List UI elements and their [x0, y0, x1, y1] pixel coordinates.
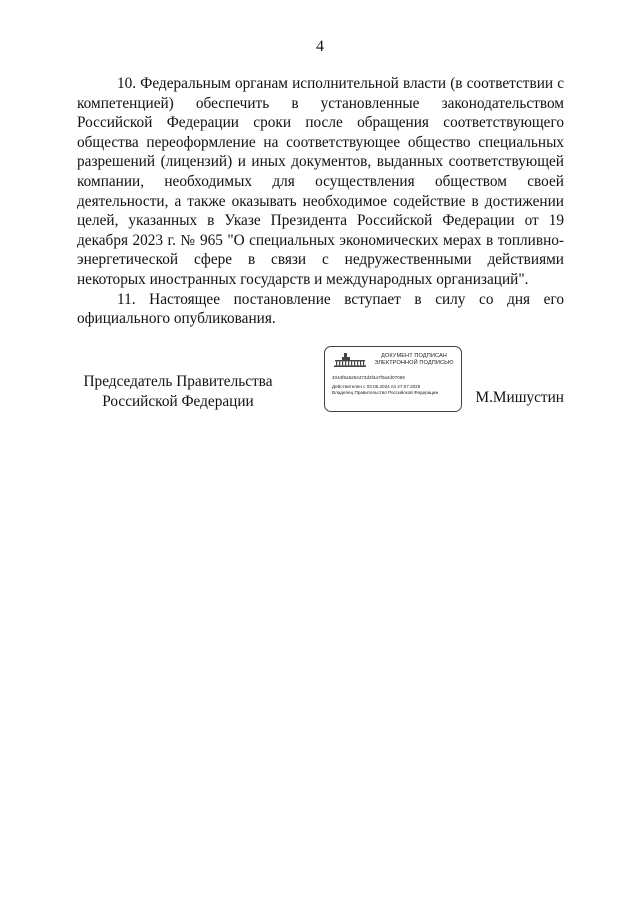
paragraph-10: 10. Федеральным органам исполнительной власти (в соответствии с компетенцией) обеспечить в установленные законодательством Российской Федерации сроки после обращения соответствующего общества переоформление на соответствующее общество специальных разрешений (лицензий) и иных документов, выданных соответствующей компании, необходимых для осуществления обществом своей деятельности, а также оказывать необходимое содействие в достижении целей, указанных в Указе Президента Российской Федерации от 19 декабря 2023 г. № 965 "О специальных экономических мерах в топливно-энергетической сфере в связи с недружественными действиями некоторых иностранных государств и международных организаций". — [77, 75, 564, 288]
signer-name: М.Мишустин — [475, 389, 564, 406]
stamp-header-line2: ЭЛЕКТРОННОЙ ПОДПИСЬЮ — [374, 360, 454, 366]
signatory-position-line2: Российской Федерации — [102, 392, 254, 410]
paragraph-11: 11. Настоящее постановление вступает в силу со дня его официального опубликования. — [77, 290, 564, 328]
stamp-header-line1: ДОКУМЕНТ ПОДПИСАН — [381, 353, 447, 359]
electronic-signature-stamp — [324, 346, 462, 412]
government-building-icon — [333, 352, 367, 368]
stamp-owner: Владелец Правительство Российской Федерации — [332, 390, 439, 395]
stamp-validity: Действителен с 03.05.2024 по 27.07.2025 — [332, 384, 421, 389]
stamp-header — [371, 353, 457, 367]
signatory-position-line1: Председатель Правительства — [83, 373, 273, 390]
document-body — [77, 74, 564, 329]
stamp-certificate: 4044f6a5264473d3f4a7f0a2d07069 — [332, 375, 405, 380]
page-number: 4 — [316, 38, 324, 55]
signatory-position — [78, 372, 278, 411]
